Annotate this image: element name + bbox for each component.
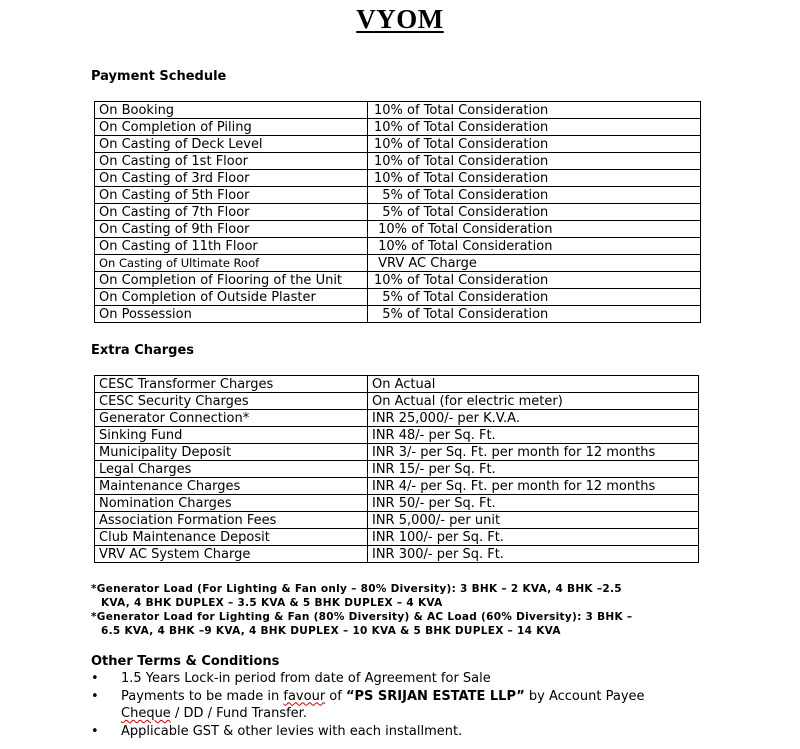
amount-cell: 10% of Total Consideration bbox=[368, 221, 701, 238]
stage-cell: On Completion of Flooring of the Unit bbox=[95, 272, 368, 289]
stage-cell: On Possession bbox=[95, 306, 368, 323]
amount-cell: VRV AC Charge bbox=[368, 255, 701, 272]
charge-item-cell: CESC Transformer Charges bbox=[95, 376, 368, 393]
charge-value-cell: INR 3/- per Sq. Ft. per month for 12 months bbox=[368, 444, 699, 461]
table-row bbox=[95, 102, 701, 119]
charge-value-cell: INR 48/- per Sq. Ft. bbox=[368, 427, 699, 444]
amount-cell: 10% of Total Consideration bbox=[368, 170, 701, 187]
stage-cell: On Completion of Outside Plaster bbox=[95, 289, 368, 306]
payment-schedule-table bbox=[94, 101, 701, 323]
stage-cell: On Casting of 7th Floor bbox=[95, 204, 368, 221]
generator-note-lighting-continued: KVA, 4 BHK DUPLEX – 3.5 KVA & 5 BHK DUPLEX – 4 KVA bbox=[101, 597, 443, 609]
bullet-icon: • bbox=[91, 671, 99, 686]
charge-value-cell: INR 4/- per Sq. Ft. per month for 12 months bbox=[368, 478, 699, 495]
table-row bbox=[95, 221, 701, 238]
table-row bbox=[95, 495, 699, 512]
list-item bbox=[91, 688, 711, 723]
term-text: / DD / Fund Transfer. bbox=[170, 706, 307, 721]
amount-cell: 10% of Total Consideration bbox=[368, 102, 701, 119]
charge-item-cell: VRV AC System Charge bbox=[95, 546, 368, 563]
charge-value-cell: INR 50/- per Sq. Ft. bbox=[368, 495, 699, 512]
charge-value-cell: On Actual (for electric meter) bbox=[368, 393, 699, 410]
generator-note-ac-load-continued: 6.5 KVA, 4 BHK –9 KVA, 4 BHK DUPLEX – 10 KVA & 5 BHK DUPLEX – 14 KVA bbox=[101, 625, 561, 637]
list-item bbox=[91, 670, 711, 688]
payment-schedule-heading: Payment Schedule bbox=[91, 69, 227, 84]
amount-cell: 5% of Total Consideration bbox=[368, 306, 701, 323]
table-row bbox=[95, 410, 699, 427]
table-row bbox=[95, 478, 699, 495]
table-row bbox=[95, 546, 699, 563]
extra-charges-heading: Extra Charges bbox=[91, 343, 195, 358]
stage-cell: On Completion of Piling bbox=[95, 119, 368, 136]
charge-value-cell: INR 100/- per Sq. Ft. bbox=[368, 529, 699, 546]
stage-cell: On Casting of Deck Level bbox=[95, 136, 368, 153]
document-title: VYOM bbox=[356, 4, 444, 34]
amount-cell: 5% of Total Consideration bbox=[368, 187, 701, 204]
amount-cell: 10% of Total Consideration bbox=[368, 119, 701, 136]
stage-cell: On Casting of 9th Floor bbox=[95, 221, 368, 238]
term-text: of bbox=[325, 688, 346, 704]
stage-cell: On Casting of 5th Floor bbox=[95, 187, 368, 204]
charge-value-cell: INR 15/- per Sq. Ft. bbox=[368, 461, 699, 478]
term-text-cheque: Cheque bbox=[121, 706, 171, 721]
table-row bbox=[95, 529, 699, 546]
charge-item-cell: Nomination Charges bbox=[95, 495, 368, 512]
table-row bbox=[95, 238, 701, 255]
charge-item-cell: CESC Security Charges bbox=[95, 393, 368, 410]
charge-value-cell: INR 300/- per Sq. Ft. bbox=[368, 546, 699, 563]
terms-list bbox=[91, 670, 711, 740]
table-row bbox=[95, 153, 701, 170]
term-text: Applicable GST & other levies with each installment. bbox=[121, 723, 463, 739]
term-text-favour: favour bbox=[283, 688, 326, 704]
company-name: “PS SRIJAN ESTATE LLP” bbox=[345, 688, 525, 704]
extra-charges-table bbox=[94, 375, 699, 563]
table-row bbox=[95, 393, 699, 410]
charge-item-cell: Sinking Fund bbox=[95, 427, 368, 444]
charge-item-cell: Municipality Deposit bbox=[95, 444, 368, 461]
table-row bbox=[95, 136, 701, 153]
term-text: Payments to be made in bbox=[121, 688, 284, 704]
charge-value-cell: INR 25,000/- per K.V.A. bbox=[368, 410, 699, 427]
charge-value-cell: INR 5,000/- per unit bbox=[368, 512, 699, 529]
charge-item-cell: Generator Connection* bbox=[95, 410, 368, 427]
table-row bbox=[95, 272, 701, 289]
table-row bbox=[95, 376, 699, 393]
table-row bbox=[95, 289, 701, 306]
stage-cell: On Casting of 1st Floor bbox=[95, 153, 368, 170]
amount-cell: 10% of Total Consideration bbox=[368, 153, 701, 170]
terms-heading: Other Terms & Conditions bbox=[91, 654, 280, 669]
table-row bbox=[95, 306, 701, 323]
table-row bbox=[95, 119, 701, 136]
bullet-icon: • bbox=[91, 688, 99, 704]
charge-item-cell: Legal Charges bbox=[95, 461, 368, 478]
amount-cell: 5% of Total Consideration bbox=[368, 289, 701, 306]
charge-item-cell: Club Maintenance Deposit bbox=[95, 529, 368, 546]
bullet-icon: • bbox=[91, 723, 99, 739]
generator-note-ac-load: *Generator Load for Lighting & Fan (80% Diversity) & AC Load (60% Diversity): 3 BHK – bbox=[91, 611, 633, 623]
amount-cell: 5% of Total Consideration bbox=[368, 204, 701, 221]
amount-cell: 10% of Total Consideration bbox=[368, 238, 701, 255]
table-row bbox=[95, 444, 699, 461]
charge-item-cell: Maintenance Charges bbox=[95, 478, 368, 495]
term-text: 1.5 Years Lock-in period from date of Agreement for Sale bbox=[121, 671, 491, 686]
amount-cell: 10% of Total Consideration bbox=[368, 136, 701, 153]
term-text: by Account Payee bbox=[524, 688, 645, 704]
stage-cell: On Casting of 3rd Floor bbox=[95, 170, 368, 187]
generator-note-lighting: *Generator Load (For Lighting & Fan only – 80% Diversity): 3 BHK – 2 KVA, 4 BHK –2.5 bbox=[91, 583, 622, 595]
table-row bbox=[95, 427, 699, 444]
table-row bbox=[95, 512, 699, 529]
amount-cell: 10% of Total Consideration bbox=[368, 272, 701, 289]
list-item bbox=[91, 723, 711, 741]
table-row bbox=[95, 187, 701, 204]
charge-value-cell: On Actual bbox=[368, 376, 699, 393]
table-row bbox=[95, 204, 701, 221]
stage-cell: On Casting of 11th Floor bbox=[95, 238, 368, 255]
stage-cell: On Casting of Ultimate Roof bbox=[95, 255, 368, 272]
generator-load-notes bbox=[91, 582, 691, 638]
charge-item-cell: Association Formation Fees bbox=[95, 512, 368, 529]
table-row bbox=[95, 255, 701, 272]
table-row bbox=[95, 170, 701, 187]
stage-cell: On Booking bbox=[95, 102, 368, 119]
table-row bbox=[95, 461, 699, 478]
